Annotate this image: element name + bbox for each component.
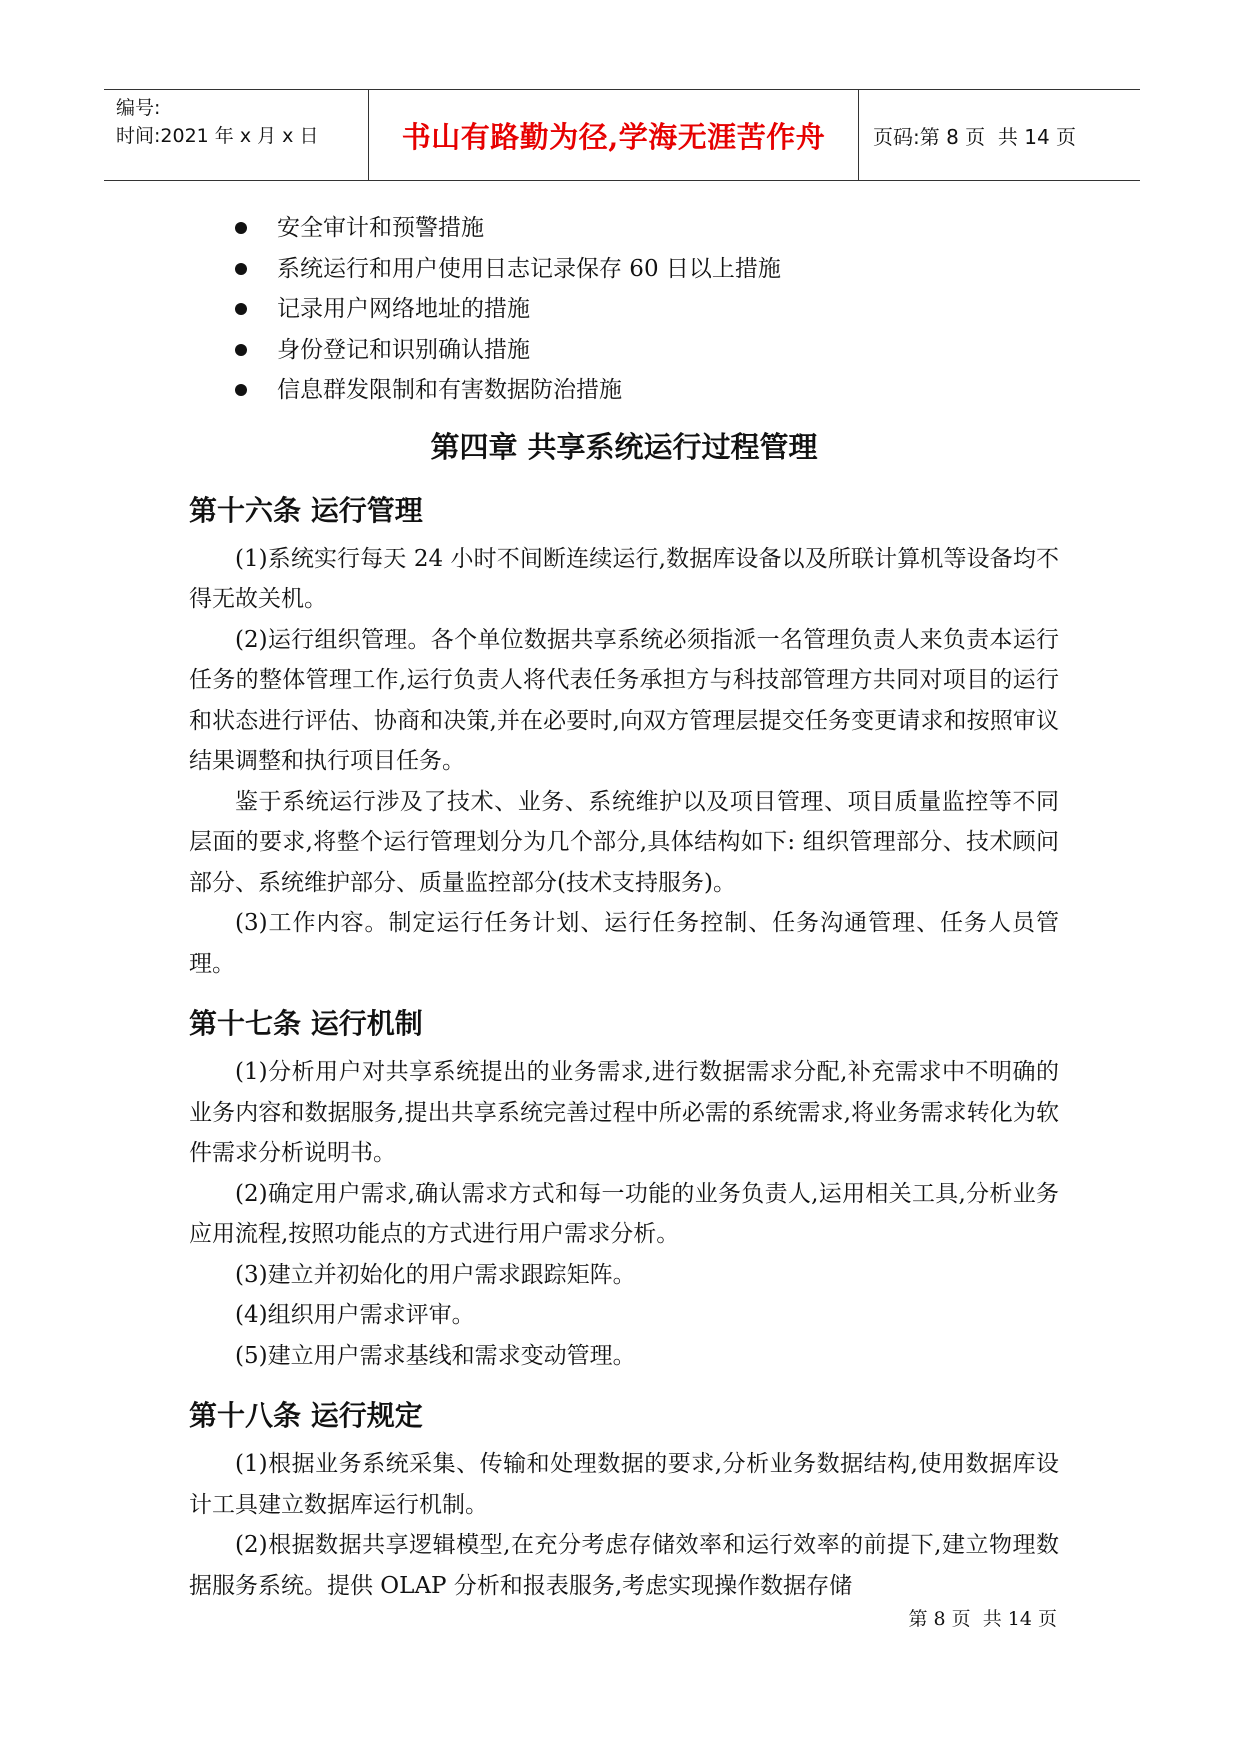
document-body bbox=[189, 208, 1059, 1606]
paragraph: (3)工作内容。制定运行任务计划、运行任务控制、任务沟通管理、任务人员管理。 bbox=[189, 910, 1059, 977]
chapter-title: 第四章 共享系统运行过程管理 bbox=[430, 429, 818, 464]
paragraph: 鉴于系统运行涉及了技术、业务、系统维护以及项目管理、项目质量监控等不同层面的要求,将整个运行管理划分为几个部分,具体结构如下: 组织管理部分、技术顾问部分、系统维护部分、质量监控部分(技术支持服务)。 bbox=[189, 788, 1059, 896]
bullet-icon bbox=[235, 384, 247, 396]
bullet-icon bbox=[235, 344, 247, 356]
header-page-label: 页码:第 8 页 共 14 页 bbox=[873, 124, 1077, 149]
paragraph: (2)根据数据共享逻辑模型,在充分考虑存储效率和运行效率的前提下,建立物理数据服务系统。提供 OLAP 分析和报表服务,考虑实现操作数据存储 bbox=[189, 1532, 1059, 1599]
page-footer: 第 8 页 共 14 页 bbox=[908, 1608, 1057, 1630]
measures-list bbox=[189, 208, 1059, 411]
paragraph: (2)运行组织管理。各个单位数据共享系统必须指派一名管理负责人来负责本运行任务的整体管理工作,运行负责人将代表任务承担方与科技部管理方共同对项目的运行和状态进行评估、协商和决策,并在必要时,向双方管理层提交任务变更请求和按照审议结果调整和执行项目任务。 bbox=[189, 626, 1059, 774]
list-item: 系统运行和用户使用日志记录保存 60 日以上措施 bbox=[189, 249, 1059, 290]
section-heading: 第十七条 运行机制 bbox=[189, 1007, 423, 1040]
page-header bbox=[104, 89, 1140, 181]
paragraph: (2)确定用户需求,确认需求方式和每一功能的业务负责人,运用相关工具,分析业务应用流程,按照功能点的方式进行用户需求分析。 bbox=[189, 1180, 1059, 1247]
header-meta bbox=[104, 90, 369, 180]
bullet-icon bbox=[235, 303, 247, 315]
list-item: 记录用户网络地址的措施 bbox=[189, 289, 1059, 330]
document-time-label: 时间:2021 年 x 月 x 日 bbox=[116, 125, 319, 147]
header-page-info bbox=[859, 90, 1140, 180]
paragraph: (5)建立用户需求基线和需求变动管理。 bbox=[235, 1342, 636, 1369]
paragraph: (1)根据业务系统采集、传输和处理数据的要求,分析业务数据结构,使用数据库设计工具建立数据库运行机制。 bbox=[189, 1451, 1059, 1518]
bullet-icon bbox=[235, 222, 247, 234]
list-item: 身份登记和识别确认措施 bbox=[189, 330, 1059, 371]
paragraph: (3)建立并初始化的用户需求跟踪矩阵。 bbox=[235, 1261, 636, 1288]
section-heading: 第十六条 运行管理 bbox=[189, 493, 423, 527]
section-heading: 第十八条 运行规定 bbox=[189, 1399, 423, 1432]
paragraph: (1)系统实行每天 24 小时不间断连续运行,数据库设备以及所联计算机等设备均不得无故关机。 bbox=[189, 545, 1059, 612]
bullet-icon bbox=[235, 263, 247, 275]
list-item: 信息群发限制和有害数据防治措施 bbox=[189, 370, 1059, 411]
paragraph: (1)分析用户对共享系统提出的业务需求,进行数据需求分配,补充需求中不明确的业务内容和数据服务,提出共享系统完善过程中所必需的系统需求,将业务需求转化为软件需求分析说明书。 bbox=[189, 1059, 1059, 1166]
document-number-label: 编号: bbox=[116, 97, 161, 119]
header-motto: 书山有路勤为径,学海无涯苦作舟 bbox=[369, 90, 859, 180]
list-item: 安全审计和预警措施 bbox=[189, 208, 1059, 249]
paragraph: (4)组织用户需求评审。 bbox=[235, 1302, 475, 1328]
